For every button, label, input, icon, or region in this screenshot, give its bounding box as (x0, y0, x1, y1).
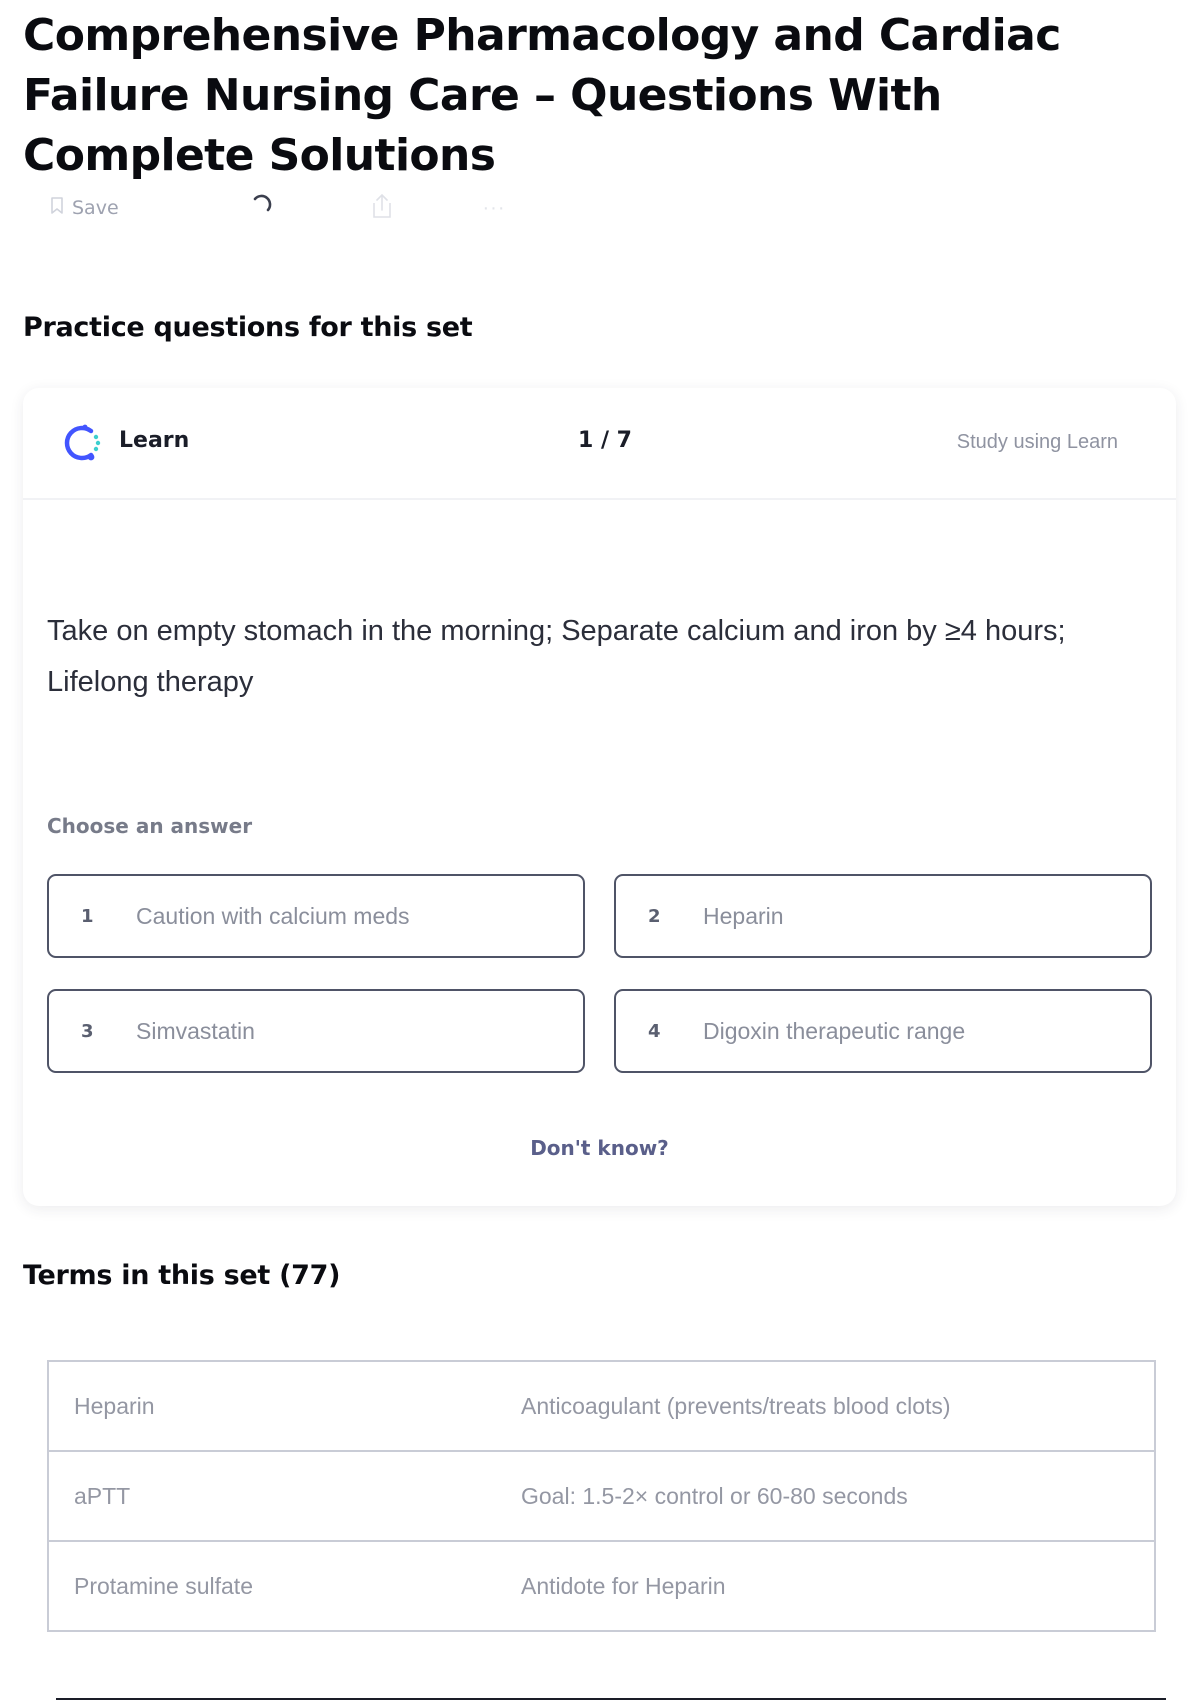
term-definition: Anticoagulant (prevents/treats blood clots) (521, 1392, 951, 1419)
loading-spinner (242, 188, 282, 228)
term-word: Heparin (74, 1392, 155, 1419)
share-button[interactable] (362, 188, 402, 228)
answer-text: Simvastatin (136, 1017, 255, 1044)
term-definition: Goal: 1.5-2× control or 60-80 seconds (521, 1482, 908, 1509)
share-icon (370, 192, 394, 225)
save-label: Save (72, 197, 119, 219)
toolbar (50, 188, 510, 228)
save-button[interactable] (50, 188, 150, 228)
term-row (49, 1452, 1154, 1542)
answer-option-1[interactable] (47, 874, 585, 958)
learn-card (23, 388, 1176, 1206)
question-text: Take on empty stomach in the morning; Separate calcium and iron by ≥4 hours; Lifelong therapy (47, 615, 1066, 698)
more-options-icon: ··· (482, 196, 506, 219)
loading-spinner-icon (250, 193, 274, 224)
choose-answer-label: Choose an answer (47, 814, 253, 838)
page-title: Comprehensive Pharmacology and Cardiac Failure Nursing Care – Questions With Complete Solutions (23, 10, 1061, 181)
learn-card-header (23, 388, 1176, 500)
term-word: Protamine sulfate (74, 1572, 253, 1599)
answer-option-2[interactable] (614, 874, 1152, 958)
answer-option-3[interactable] (47, 989, 585, 1073)
answer-number: 1 (81, 905, 94, 927)
more-options-button[interactable] (474, 188, 514, 228)
bookmark-icon (50, 197, 64, 220)
answer-number: 4 (648, 1020, 661, 1042)
term-row (49, 1542, 1154, 1630)
practice-section-title: Practice questions for this set (23, 312, 473, 343)
terms-table (47, 1360, 1156, 1632)
answer-text: Caution with calcium meds (136, 902, 410, 929)
study-using-learn-link[interactable]: Study using Learn (956, 431, 1118, 453)
learn-logo-icon (61, 421, 105, 465)
terms-section-title: Terms in this set (77) (23, 1260, 341, 1291)
answer-number: 3 (81, 1020, 94, 1042)
term-definition: Antidote for Heparin (521, 1572, 726, 1599)
question-progress: 1 / 7 (578, 428, 632, 453)
learn-label: Learn (119, 428, 190, 453)
answer-number: 2 (648, 905, 661, 927)
dont-know-button[interactable]: Don't know? (530, 1136, 669, 1160)
answer-option-4[interactable] (614, 989, 1152, 1073)
term-row (49, 1362, 1154, 1452)
answer-text: Heparin (703, 902, 784, 929)
answer-text: Digoxin therapeutic range (703, 1017, 966, 1044)
term-word: aPTT (74, 1482, 131, 1509)
